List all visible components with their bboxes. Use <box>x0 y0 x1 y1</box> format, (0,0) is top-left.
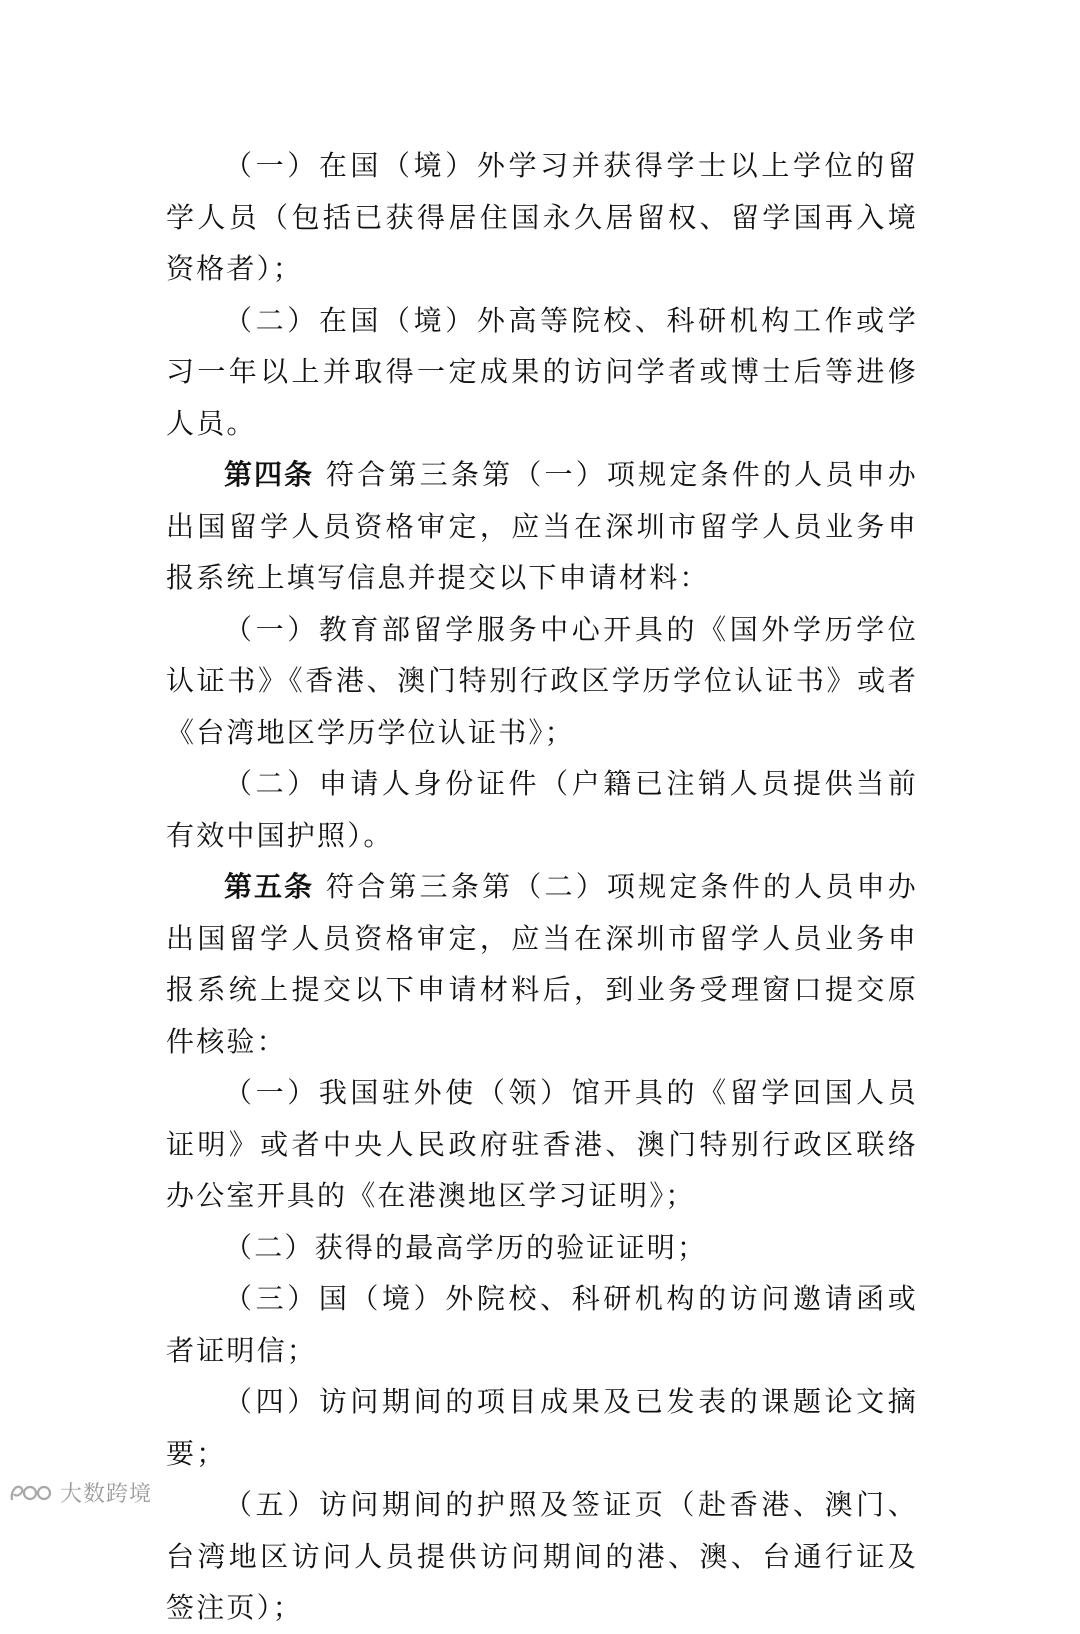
paragraph-10 <box>166 1376 918 1479</box>
paragraph-text: （二）在国（境）外高等院校、科研机构工作或学习一年以上并取得一定成果的访问学者或博士后等进修人员。 <box>166 303 918 440</box>
paragraph-text: （二）获得的最高学历的验证证明； <box>224 1230 708 1264</box>
paragraph-5 <box>166 758 918 861</box>
document-body <box>166 140 918 1634</box>
watermark-text: 大数跨境 <box>60 1482 153 1507</box>
paragraph-text: （一）教育部留学服务中心开具的《国外学历学位认证书》《香港、澳门特别行政区学历学位认证书》或者《台湾地区学历学位认证书》； <box>166 612 918 749</box>
paragraph-text: 符合第三条第（一）项规定条件的人员申办出国留学人员资格审定，应当在深圳市留学人员业务申报系统上填写信息并提交以下申请材料： <box>166 458 918 594</box>
paragraph-1 <box>166 140 918 295</box>
paragraph-2 <box>166 295 918 450</box>
logo-icon <box>8 1480 54 1506</box>
paragraph-text: （五）访问期间的护照及签证页（赴香港、澳门、台湾地区访问人员提供访问期间的港、澳、台通行证及签注页）； <box>166 1488 918 1624</box>
article-4 <box>166 449 918 604</box>
paragraph-7 <box>166 1067 918 1222</box>
paragraph-text: （四）访问期间的项目成果及已发表的课题论文摘要； <box>166 1385 918 1470</box>
article-heading: 第五条 <box>224 870 315 903</box>
paragraph-9 <box>166 1273 918 1376</box>
paragraph-8 <box>166 1222 918 1274</box>
paragraph-text: （一）在国（境）外学习并获得学士以上学位的留学人员（包括已获得居住国永久居留权、留学国再入境资格者）； <box>166 149 918 285</box>
paragraph-11 <box>166 1479 918 1634</box>
article-heading: 第四条 <box>224 458 315 491</box>
watermark <box>8 1477 152 1508</box>
paragraph-text: （二）申请人身份证件（户籍已注销人员提供当前有效中国护照）。 <box>166 767 918 852</box>
paragraph-text: （三）国（境）外院校、科研机构的访问邀请函或者证明信； <box>166 1282 918 1367</box>
paragraph-text: 符合第三条第（二）项规定条件的人员申办出国留学人员资格审定，应当在深圳市留学人员业务申报系统上提交以下申请材料后，到业务受理窗口提交原件核验： <box>166 870 918 1058</box>
paragraph-text: （一）我国驻外使（领）馆开具的《留学回国人员证明》或者中央人民政府驻香港、澳门特别行政区联络办公室开具的《在港澳地区学习证明》； <box>166 1076 918 1212</box>
paragraph-4 <box>166 604 918 759</box>
article-5 <box>166 861 918 1067</box>
